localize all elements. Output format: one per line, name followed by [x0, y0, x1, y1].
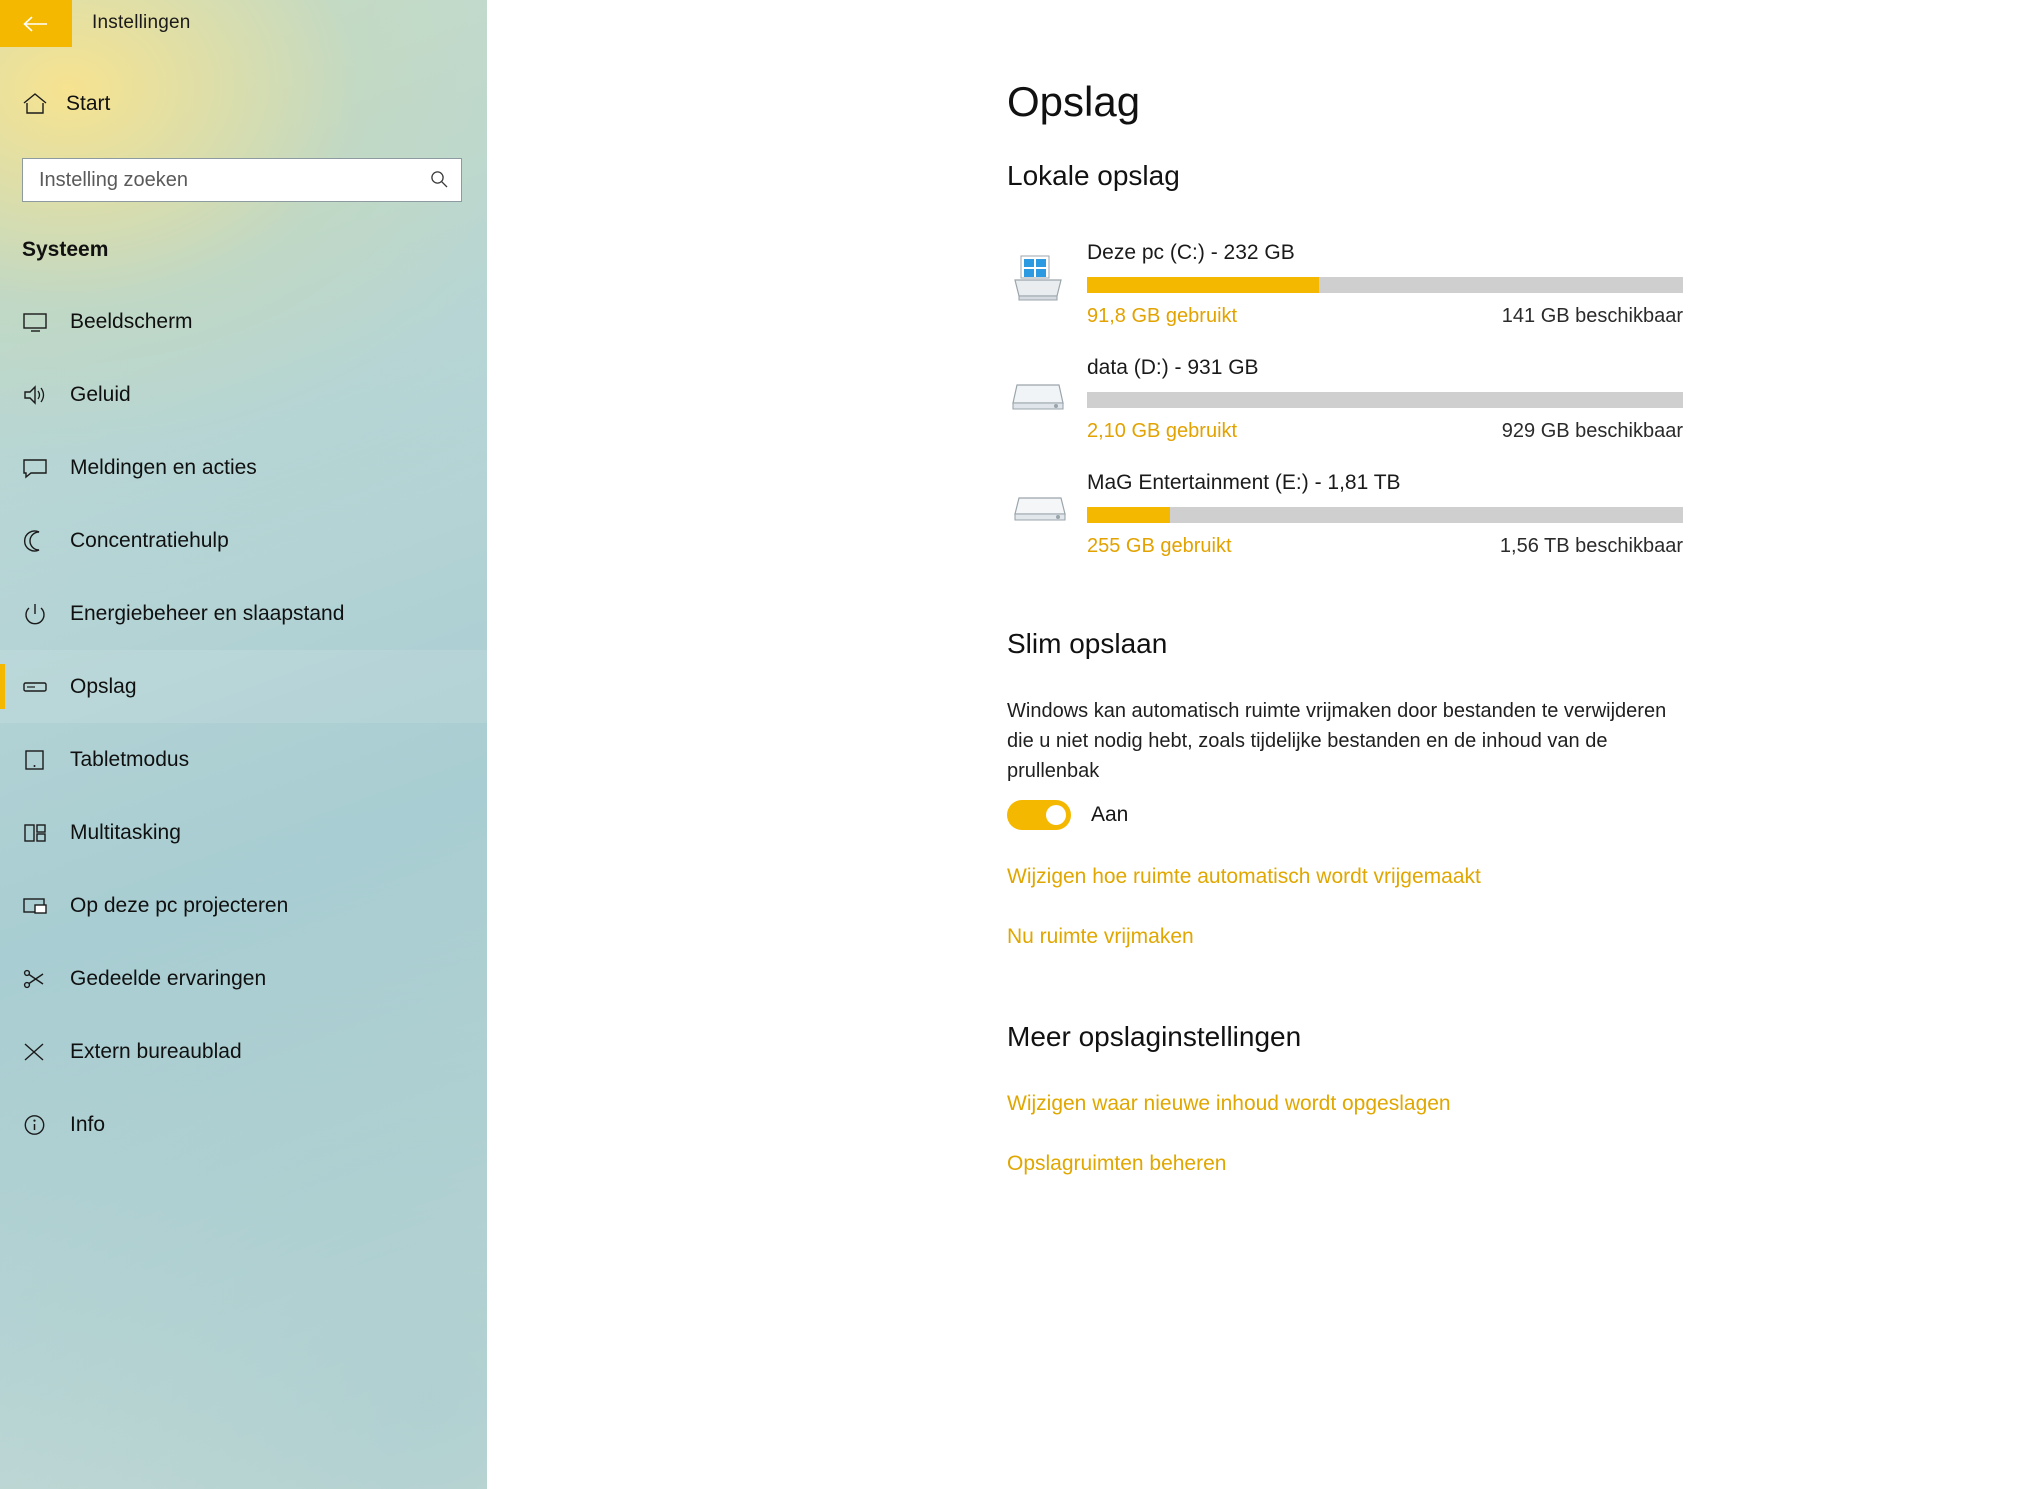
sidebar-item-info[interactable] — [0, 1088, 487, 1161]
tablet-icon — [22, 748, 66, 772]
sidebar-item-label: Multitasking — [70, 820, 181, 844]
smart-storage-toggle-row[interactable] — [1007, 800, 1128, 830]
section-heading-local-storage: Lokale opslag — [1007, 160, 1180, 191]
sidebar-item-op-deze-pc-projecteren[interactable] — [0, 869, 487, 942]
drive-free-label: 1,56 TB beschikbaar — [1499, 535, 1683, 557]
smart-storage-toggle[interactable] — [1007, 800, 1071, 830]
drive-usage-bar — [1087, 507, 1683, 523]
external-drive-icon — [1007, 480, 1069, 536]
drive-used-label: 91,8 GB gebruikt — [1087, 305, 1238, 327]
monitor-icon — [22, 310, 66, 334]
sidebar-item-label: Tabletmodus — [70, 747, 190, 771]
toggle-state-label: Aan — [1091, 803, 1129, 826]
chat-bubble-icon — [22, 456, 66, 480]
search-box[interactable] — [22, 158, 462, 202]
drive-name: data (D:) - 931 GB — [1087, 356, 1259, 379]
drive-usage-labels — [1087, 420, 1683, 443]
sidebar-item-label: Concentratiehulp — [70, 528, 229, 552]
drive-free-label: 141 GB beschikbaar — [1501, 305, 1683, 327]
drive-name: Deze pc (C:) - 232 GB — [1087, 241, 1295, 264]
sidebar-item-label: Beeldscherm — [70, 309, 193, 333]
windows-drive-icon — [1007, 250, 1069, 306]
arrow-left-icon — [21, 14, 51, 34]
sidebar-item-label: Gedeelde ervaringen — [70, 966, 267, 990]
sidebar-item-label: Opslag — [70, 674, 137, 698]
sidebar-item-gedeelde-ervaringen[interactable] — [0, 942, 487, 1015]
main-content — [487, 0, 2031, 1489]
drive-usage-labels — [1087, 305, 1683, 328]
sidebar-item-meldingen-en-acties[interactable] — [0, 431, 487, 504]
sidebar-item-label: Op deze pc projecteren — [70, 893, 289, 917]
drive-item[interactable] — [1007, 466, 1707, 581]
search-button[interactable] — [417, 159, 461, 201]
toggle-knob — [1046, 805, 1066, 825]
multitask-icon — [22, 821, 66, 845]
drive-usage-bar — [1087, 392, 1683, 408]
drive-icon — [22, 675, 66, 699]
share-icon — [22, 967, 66, 991]
sidebar-item-tabletmodus[interactable] — [0, 723, 487, 796]
sidebar-item-geluid[interactable] — [0, 358, 487, 431]
drive-list — [1007, 236, 1707, 581]
info-icon — [22, 1113, 66, 1137]
search-icon — [429, 169, 449, 192]
speaker-icon — [22, 383, 66, 407]
moon-icon — [22, 529, 66, 553]
home-icon — [22, 92, 60, 116]
section-heading-smart-storage: Slim opslaan — [1007, 628, 1168, 659]
sidebar-nav — [0, 285, 487, 1161]
search-input[interactable] — [23, 159, 417, 201]
sidebar-item-label: Meldingen en acties — [70, 455, 257, 479]
window-title: Instellingen — [92, 12, 191, 33]
drive-item[interactable] — [1007, 351, 1707, 466]
section-heading-more-settings: Meer opslaginstellingen — [1007, 1021, 1302, 1052]
sidebar-item-opslag[interactable] — [0, 650, 487, 723]
drive-usage-bar — [1087, 277, 1683, 293]
hard-drive-icon — [1007, 365, 1069, 421]
sidebar-item-energiebeheer-en-slaapstand[interactable] — [0, 577, 487, 650]
drive-used-label: 255 GB gebruikt — [1087, 535, 1232, 557]
drive-item[interactable] — [1007, 236, 1707, 351]
sidebar-item-start[interactable] — [0, 78, 487, 130]
link-change-auto-free-space[interactable]: Wijzigen hoe ruimte automatisch wordt vrijgemaakt — [1007, 865, 1481, 888]
sidebar-item-extern-bureaublad[interactable] — [0, 1015, 487, 1088]
drive-free-label: 929 GB beschikbaar — [1501, 420, 1683, 442]
back-button[interactable] — [0, 0, 72, 47]
link-free-space-now[interactable]: Nu ruimte vrijmaken — [1007, 925, 1194, 948]
power-icon — [22, 602, 66, 626]
project-screen-icon — [22, 894, 66, 918]
sidebar-item-label: Start — [66, 92, 111, 115]
sidebar-item-label: Extern bureaublad — [70, 1039, 242, 1063]
sidebar — [0, 0, 487, 1489]
drive-name: MaG Entertainment (E:) - 1,81 TB — [1087, 471, 1401, 494]
drive-usage-labels — [1087, 535, 1683, 558]
page-title: Opslag — [1007, 78, 1141, 125]
sidebar-item-label: Info — [70, 1112, 106, 1136]
link-manage-storage-spaces[interactable]: Opslagruimten beheren — [1007, 1152, 1227, 1175]
link-change-save-location[interactable]: Wijzigen waar nieuwe inhoud wordt opgeslagen — [1007, 1092, 1451, 1115]
sidebar-item-concentratiehulp[interactable] — [0, 504, 487, 577]
drive-usage-fill — [1087, 277, 1319, 293]
sidebar-group-header: Systeem — [22, 238, 109, 261]
sidebar-item-beeldscherm[interactable] — [0, 285, 487, 358]
smart-storage-description: Windows kan automatisch ruimte vrijmaken door bestanden te verwijderen die u niet nodig hebt, zoals tijdelijke bestanden en de inhoud van de prullenbak — [1007, 700, 1667, 782]
sidebar-item-multitasking[interactable] — [0, 796, 487, 869]
sidebar-item-label: Energiebeheer en slaapstand — [70, 601, 345, 625]
remote-desktop-icon — [22, 1040, 66, 1064]
drive-usage-fill — [1087, 507, 1170, 523]
sidebar-item-label: Geluid — [70, 382, 131, 406]
drive-used-label: 2,10 GB gebruikt — [1087, 420, 1238, 442]
